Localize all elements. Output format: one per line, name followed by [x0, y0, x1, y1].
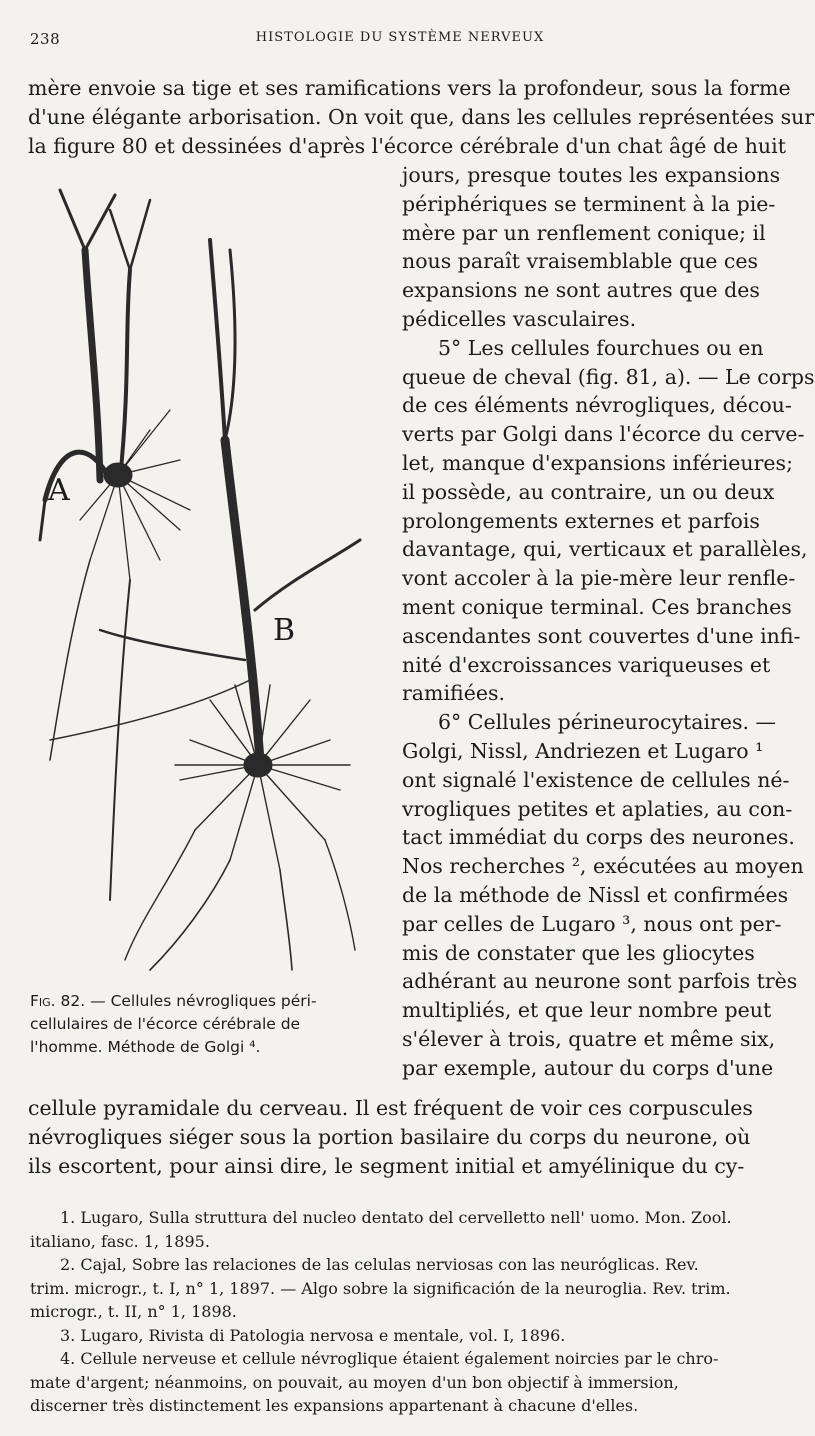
text-line: par exemple, autour du corps d'une: [402, 1055, 774, 1080]
footnote-3: 3. Lugaro, Rivista di Patologia nervosa e mentale, vol. I, 1896.: [60, 1325, 566, 1345]
text-line: prolongements externes et parfois: [402, 508, 760, 533]
text-line: Nos recherches ², exécutées au moyen: [402, 854, 804, 879]
text-line: 6° Cellules périneurocytaires. —: [438, 710, 777, 735]
text-line: névrogliques siéger sous la portion basilaire du corps du neurone, où: [28, 1124, 751, 1149]
text-line: tact immédiat du corps des neurones.: [402, 825, 795, 850]
caption-figure-label: Fig. 82.: [30, 992, 86, 1010]
text-line: mère envoie sa tige et ses ramifications vers la profondeur, sous la forme: [28, 76, 791, 100]
footnotes: [30, 1206, 764, 1418]
footnote-4-cont: discerner très distinctement les expansions appartenant à chacune d'elles.: [30, 1396, 639, 1415]
neuroglia-drawing: [30, 180, 390, 980]
text-line: 5° Les cellules fourchues ou en: [438, 335, 764, 360]
bottom-paragraph: [28, 1094, 764, 1180]
running-title: HISTOLOGIE DU SYSTÈME NERVEUX: [255, 30, 545, 45]
caption-line-3: l'homme. Méthode de Golgi ⁴.: [30, 1038, 261, 1056]
caption-line-2: cellulaires de l'écorce cérébrale de: [30, 1015, 301, 1033]
text-line: ont signalé l'existence de cellules né-: [402, 767, 790, 792]
text-line: par celles de Lugaro ³, nous ont per-: [402, 911, 782, 936]
text-line: Golgi, Nissl, Andriezen et Lugaro ¹: [402, 738, 764, 763]
text-line: ment conique terminal. Ces branches: [402, 594, 792, 619]
text-line: d'une élégante arborisation. On voit que, dans les cellules représentées sur: [28, 104, 815, 129]
footnote-1: 1. Lugaro, Sulla struttura del nucleo dentato del cervelletto nell' uomo. Mon. Zool.: [60, 1208, 732, 1227]
top-paragraph: [28, 74, 815, 160]
footnote-2-cont: trim. microgr., t. I, n° 1, 1897. — Algo sobre la significación de la neuroglia. Rev. trim.: [30, 1278, 731, 1298]
footnote-2-cont: microgr., t. II, n° 1, 1898.: [30, 1302, 237, 1321]
text-line: adhérant au neurone sont parfois très: [402, 969, 798, 994]
text-line: de la méthode de Nissl et confirmées: [402, 882, 789, 907]
text-line: la figure 80 et dessinées d'après l'écorce cérébrale d'un chat âgé de huit: [28, 133, 786, 158]
text-line: verts par Golgi dans l'écorce du cerve-: [402, 422, 805, 447]
text-line: périphériques se terminent à la pie-: [402, 191, 776, 216]
text-line: de ces éléments névrogliques, décou-: [402, 393, 792, 418]
text-line: vrogliques petites et aplaties, au con-: [402, 796, 793, 821]
page-number: 238: [30, 30, 61, 48]
text-line: ramifiées.: [402, 681, 505, 706]
right-column-text: [402, 161, 815, 1083]
page-header: [30, 30, 770, 54]
text-line: ils escortent, pour ainsi dire, le segment initial et amyélinique du cy-: [28, 1153, 745, 1178]
footnote-1-cont: italiano, fasc. 1, 1895.: [30, 1231, 210, 1251]
caption-line-1: — Cellules névrogliques péri-: [90, 992, 317, 1010]
text-line: queue de cheval (fig. 81, a). — Le corps: [402, 364, 815, 389]
text-line: mis de constater que les gliocytes: [402, 940, 755, 965]
figure-caption: [30, 990, 380, 1059]
text-line: nous paraît vraisemblable que ces: [402, 249, 759, 274]
text-line: davantage, qui, verticaux et parallèles,: [402, 537, 808, 562]
figure-label-b: B: [273, 613, 296, 648]
text-line: let, manque d'expansions inférieures;: [402, 450, 793, 475]
figure-82-illustration: [30, 180, 390, 980]
footnote-4: 4. Cellule nerveuse et cellule névroglique étaient également noircies par le chro-: [60, 1349, 719, 1368]
text-line: mère par un renflement conique; il: [402, 220, 766, 245]
text-line: jours, presque toutes les expansions: [402, 163, 781, 187]
footnote-2: 2. Cajal, Sobre las relaciones de las celulas nerviosas con las neuróglicas. Rev.: [60, 1255, 699, 1274]
text-line: nité d'excroissances variqueuses et: [402, 652, 771, 677]
footnote-4-cont: mate d'argent; néanmoins, on pouvait, au moyen d'un bon objectif à immersion,: [30, 1372, 679, 1392]
text-line: cellule pyramidale du cerveau. Il est fréquent de voir ces corpuscules: [28, 1096, 753, 1120]
text-line: vont accoler à la pie-mère leur renfle-: [402, 566, 796, 591]
text-line: expansions ne sont autres que des: [402, 278, 760, 303]
text-line: s'élever à trois, quatre et même six,: [402, 1026, 776, 1051]
text-line: multipliés, et que leur nombre peut: [402, 998, 772, 1023]
text-line: ascendantes sont couvertes d'une infi-: [402, 623, 801, 648]
text-line: pédicelles vasculaires.: [402, 306, 637, 331]
figure-label-a: A: [48, 473, 70, 508]
text-line: il possède, au contraire, un ou deux: [402, 479, 775, 504]
